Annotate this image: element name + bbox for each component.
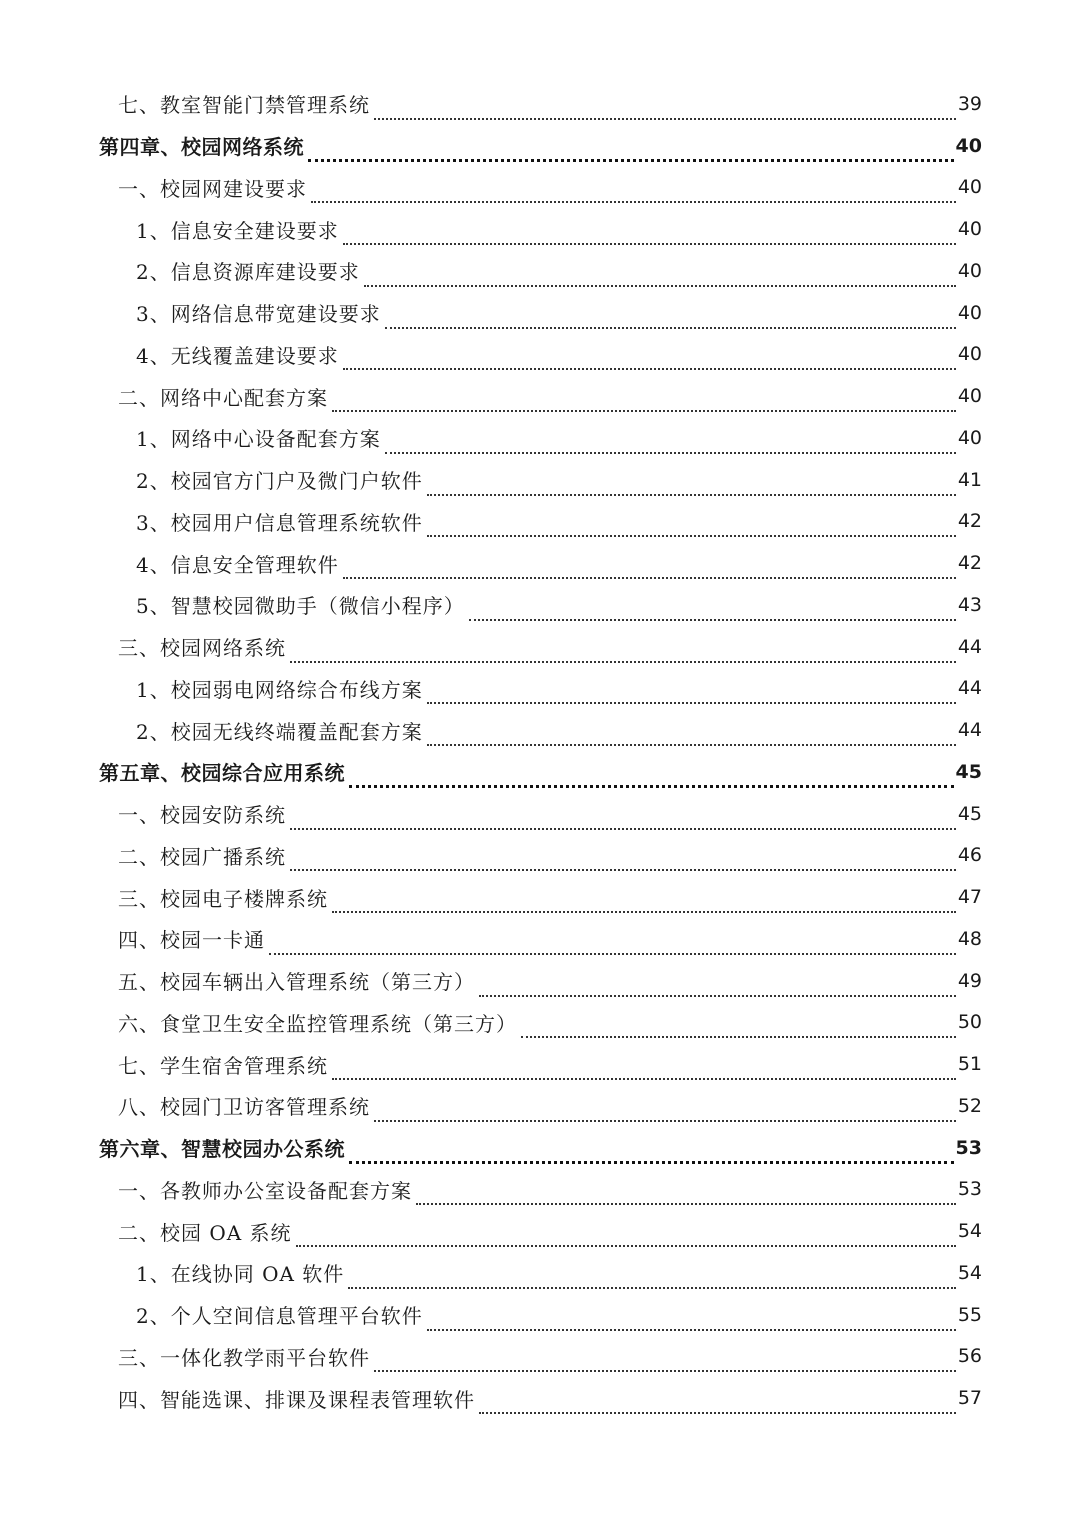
toc-entry-title: 2、校园官方门户及微门户软件 bbox=[136, 469, 423, 494]
toc-dot-leader bbox=[290, 808, 956, 830]
toc-entry-title: 八、校园门卫访客管理系统 bbox=[118, 1095, 370, 1120]
toc-entry-title: 七、教室智能门禁管理系统 bbox=[118, 93, 370, 118]
toc-entry[interactable] bbox=[0, 459, 1080, 501]
toc-entry-title: 3、网络信息带宽建设要求 bbox=[136, 302, 381, 327]
toc-dot-leader bbox=[348, 1267, 956, 1289]
toc-entry[interactable] bbox=[0, 918, 1080, 960]
toc-entry-title: 1、校园弱电网络综合布线方案 bbox=[136, 677, 423, 702]
toc-page-number: 40 bbox=[957, 426, 982, 449]
toc-entry-title: 四、智能选课、排课及课程表管理软件 bbox=[118, 1387, 475, 1412]
toc-dot-leader bbox=[479, 1392, 956, 1414]
toc-entry[interactable] bbox=[0, 417, 1080, 459]
toc-entry[interactable] bbox=[0, 626, 1080, 668]
toc-page-number: 48 bbox=[957, 927, 982, 950]
toc-page-number: 45 bbox=[955, 760, 982, 783]
toc-page-number: 50 bbox=[957, 1011, 982, 1034]
toc-dot-leader bbox=[290, 849, 956, 871]
toc-entry-title: 3、校园用户信息管理系统软件 bbox=[136, 510, 423, 535]
toc-entry-title: 第五章、校园综合应用系统 bbox=[99, 761, 345, 786]
toc-dot-leader bbox=[427, 474, 956, 496]
toc-entry[interactable] bbox=[0, 668, 1080, 710]
toc-entry[interactable] bbox=[0, 1169, 1080, 1211]
toc-entry-title: 2、校园无线终端覆盖配套方案 bbox=[136, 719, 423, 744]
toc-entry[interactable] bbox=[0, 1294, 1080, 1336]
toc-dot-leader bbox=[416, 1183, 956, 1205]
toc-dot-leader bbox=[332, 1058, 956, 1080]
toc-page-number: 43 bbox=[957, 593, 982, 616]
toc-entry-title: 二、校园 OA 系统 bbox=[118, 1220, 292, 1245]
toc-dot-leader bbox=[332, 390, 956, 412]
toc-entry-title: 四、校园一卡通 bbox=[118, 928, 265, 953]
toc-page-number: 54 bbox=[957, 1220, 982, 1243]
toc-entry[interactable] bbox=[0, 793, 1080, 835]
toc-dot-leader bbox=[385, 307, 956, 329]
toc-dot-leader bbox=[296, 1225, 956, 1247]
toc-entry-title: 三、一体化教学雨平台软件 bbox=[118, 1345, 370, 1370]
toc-entry[interactable] bbox=[0, 876, 1080, 918]
toc-entry-title: 5、智慧校园微助手（微信小程序） bbox=[136, 594, 465, 619]
toc-entry[interactable] bbox=[0, 1085, 1080, 1127]
toc-page-number: 46 bbox=[957, 844, 982, 867]
toc-dot-leader bbox=[290, 641, 956, 663]
toc-dot-leader bbox=[469, 599, 956, 621]
toc-dot-leader bbox=[427, 1309, 956, 1331]
toc-page-number: 54 bbox=[957, 1261, 982, 1284]
toc-entry[interactable] bbox=[0, 375, 1080, 417]
toc-page-number: 41 bbox=[957, 468, 982, 491]
toc-dot-leader bbox=[343, 223, 956, 245]
toc-entry[interactable] bbox=[0, 83, 1080, 125]
toc-entry-title: 二、校园广播系统 bbox=[118, 844, 286, 869]
toc-entry[interactable] bbox=[0, 292, 1080, 334]
toc-entry-title: 三、校园电子楼牌系统 bbox=[118, 886, 328, 911]
toc-entry[interactable] bbox=[0, 1043, 1080, 1085]
toc-page-number: 44 bbox=[957, 677, 982, 700]
toc-entry-title: 第四章、校园网络系统 bbox=[99, 135, 304, 160]
toc-dot-leader bbox=[479, 975, 956, 997]
toc-page-number: 51 bbox=[957, 1053, 982, 1076]
toc-dot-leader bbox=[427, 515, 956, 537]
toc-entry[interactable] bbox=[0, 1252, 1080, 1294]
toc-entry[interactable] bbox=[0, 960, 1080, 1002]
toc-page-number: 56 bbox=[957, 1345, 982, 1368]
toc-entry-title: 4、无线覆盖建设要求 bbox=[136, 343, 339, 368]
toc-page-number: 49 bbox=[957, 969, 982, 992]
toc-entry-title: 1、信息安全建设要求 bbox=[136, 218, 339, 243]
toc-dot-leader bbox=[308, 139, 954, 162]
toc-page-number: 40 bbox=[957, 218, 982, 241]
toc-page-number: 45 bbox=[957, 802, 982, 825]
toc-entry-title: 4、信息安全管理软件 bbox=[136, 552, 339, 577]
toc-dot-leader bbox=[311, 181, 956, 203]
table-of-contents bbox=[0, 83, 1080, 1419]
toc-entry-title: 一、校园安防系统 bbox=[118, 803, 286, 828]
toc-page-number: 42 bbox=[957, 510, 982, 533]
toc-chapter-entry[interactable] bbox=[0, 751, 1080, 793]
toc-entry[interactable] bbox=[0, 1210, 1080, 1252]
toc-entry-title: 一、校园网建设要求 bbox=[118, 176, 307, 201]
toc-page-number: 44 bbox=[957, 635, 982, 658]
toc-dot-leader bbox=[521, 1016, 956, 1038]
toc-dot-leader bbox=[374, 1100, 956, 1122]
toc-entry-title: 一、各教师办公室设备配套方案 bbox=[118, 1178, 412, 1203]
toc-entry[interactable] bbox=[0, 584, 1080, 626]
toc-page-number: 40 bbox=[957, 259, 982, 282]
toc-page-number: 40 bbox=[957, 301, 982, 324]
toc-dot-leader bbox=[374, 98, 956, 120]
toc-entry[interactable] bbox=[0, 1336, 1080, 1378]
toc-entry[interactable] bbox=[0, 1377, 1080, 1419]
toc-page-number: 40 bbox=[957, 385, 982, 408]
toc-page-number: 40 bbox=[955, 134, 982, 157]
toc-entry-title: 第六章、智慧校园办公系统 bbox=[99, 1137, 345, 1162]
toc-chapter-entry[interactable] bbox=[0, 125, 1080, 167]
toc-entry-title: 六、食堂卫生安全监控管理系统（第三方） bbox=[118, 1011, 517, 1036]
toc-dot-leader bbox=[332, 891, 956, 913]
toc-page-number: 40 bbox=[957, 343, 982, 366]
toc-dot-leader bbox=[349, 1141, 954, 1164]
toc-dot-leader bbox=[343, 348, 956, 370]
toc-dot-leader bbox=[269, 933, 956, 955]
toc-entry[interactable] bbox=[0, 501, 1080, 543]
toc-dot-leader bbox=[427, 682, 956, 704]
toc-entry-title: 五、校园车辆出入管理系统（第三方） bbox=[118, 970, 475, 995]
toc-page-number: 53 bbox=[955, 1136, 982, 1159]
toc-page-number: 47 bbox=[957, 886, 982, 909]
toc-dot-leader bbox=[374, 1350, 956, 1372]
toc-entry-title: 1、在线协同 OA 软件 bbox=[136, 1262, 345, 1287]
toc-entry-title: 七、学生宿舍管理系统 bbox=[118, 1053, 328, 1078]
toc-entry-title: 2、信息资源库建设要求 bbox=[136, 260, 360, 285]
toc-entry-title: 2、个人空间信息管理平台软件 bbox=[136, 1304, 423, 1329]
toc-page-number: 52 bbox=[957, 1094, 982, 1117]
toc-page-number: 55 bbox=[957, 1303, 982, 1326]
toc-page-number: 42 bbox=[957, 552, 982, 575]
toc-dot-leader bbox=[385, 432, 956, 454]
toc-page-number: 40 bbox=[957, 176, 982, 199]
toc-entry[interactable] bbox=[0, 208, 1080, 250]
toc-page-number: 53 bbox=[957, 1178, 982, 1201]
toc-page-number: 57 bbox=[957, 1387, 982, 1410]
toc-page-number: 39 bbox=[957, 92, 982, 115]
toc-entry[interactable] bbox=[0, 709, 1080, 751]
toc-dot-leader bbox=[427, 724, 956, 746]
toc-entry-title: 二、网络中心配套方案 bbox=[118, 385, 328, 410]
toc-dot-leader bbox=[343, 557, 956, 579]
toc-entry[interactable] bbox=[0, 250, 1080, 292]
toc-page-number: 44 bbox=[957, 719, 982, 742]
toc-entry-title: 1、网络中心设备配套方案 bbox=[136, 427, 381, 452]
toc-entry-title: 三、校园网络系统 bbox=[118, 636, 286, 661]
toc-entry[interactable] bbox=[0, 835, 1080, 877]
toc-dot-leader bbox=[349, 765, 954, 788]
toc-entry[interactable] bbox=[0, 334, 1080, 376]
toc-dot-leader bbox=[364, 265, 956, 287]
toc-entry[interactable] bbox=[0, 167, 1080, 209]
toc-entry[interactable] bbox=[0, 542, 1080, 584]
toc-chapter-entry[interactable] bbox=[0, 1127, 1080, 1169]
toc-entry[interactable] bbox=[0, 1002, 1080, 1044]
